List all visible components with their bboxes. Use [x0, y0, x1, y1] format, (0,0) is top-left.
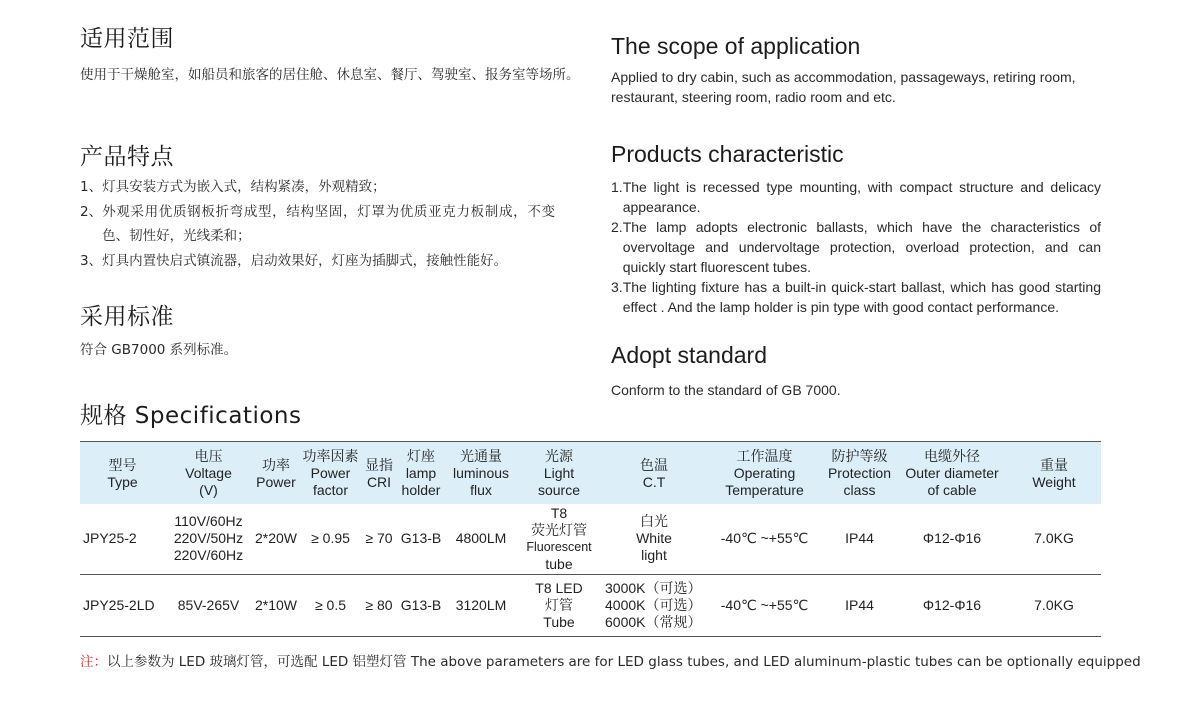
scope-title-en: The scope of application — [611, 33, 861, 59]
cell-color-temp: 3000K（可选） 4000K（可选） 6000K（常规） — [601, 574, 707, 636]
cell-lamp-holder: G13-B — [397, 504, 445, 574]
cell-power-factor: ≥ 0.95 — [300, 504, 361, 574]
cell-luminous-flux: 3120LM — [445, 574, 517, 636]
header-power-factor: 功率因素 Power factor — [300, 442, 361, 505]
header-operating-temp: 工作温度 Operating Temperature — [707, 442, 822, 505]
standard-title-en: Adopt standard — [611, 342, 768, 368]
scope-text-cn: 使用于干燥舱室，如船员和旅客的居住舱、休息室、餐厅、驾驶室、报务室等场所。 — [80, 67, 580, 83]
header-color-temp: 色温 C.T — [601, 442, 707, 505]
cell-power-factor: ≥ 0.5 — [300, 574, 361, 636]
table-row — [80, 574, 1101, 636]
cell-light-source: T8 荧光灯管 Fluorescent tube — [517, 504, 601, 574]
cell-type: JPY25-2 — [80, 504, 165, 574]
table-header-row — [80, 442, 1101, 505]
feature-item-en: 3. The lighting fixture has a built-in quick-start ballast, which has good starting effect . And the lamp holder is pin type with good contact performance. — [611, 279, 1101, 315]
header-lamp-holder: 灯座 lamp holder — [397, 442, 445, 505]
footnote-label: 注： — [80, 654, 107, 670]
cell-light-source: T8 LED 灯管 Tube — [517, 574, 601, 636]
standard-text-en: Conform to the standard of GB 7000. — [611, 382, 841, 398]
header-cri: 显指 CRI — [361, 442, 397, 505]
cell-protection-class: IP44 — [822, 504, 897, 574]
scope-title-cn: 适用范围 — [80, 26, 174, 52]
cell-operating-temp: -40℃ ~+55℃ — [707, 574, 822, 636]
header-cable-diameter: 电缆外径 Outer diameter of cable — [897, 442, 1007, 505]
header-light-source: 光源 Light source — [517, 442, 601, 505]
standard-text-cn: 符合 GB7000 系列标准。 — [80, 342, 238, 358]
header-luminous-flux: 光通量 luminous flux — [445, 442, 517, 505]
spec-table — [80, 441, 1101, 637]
features-title-cn: 产品特点 — [80, 144, 174, 170]
cell-cri: ≥ 80 — [361, 574, 397, 636]
header-protection-class: 防护等级 Protection class — [822, 442, 897, 505]
cell-lamp-holder: G13-B — [397, 574, 445, 636]
header-voltage: 电压 Voltage (V) — [165, 442, 252, 505]
features-list-en — [611, 177, 1101, 317]
table-row — [80, 504, 1101, 574]
header-weight: 重量 Weight — [1007, 442, 1101, 505]
spec-title: 规格 Specifications — [80, 403, 302, 429]
feature-item-en: 1. The light is recessed type mounting, with compact structure and delicacy appearance. — [611, 179, 1101, 215]
features-title-en: Products characteristic — [611, 141, 844, 167]
cell-cri: ≥ 70 — [361, 504, 397, 574]
features-list-cn — [80, 175, 555, 273]
cell-weight: 7.0KG — [1007, 504, 1101, 574]
feature-item-cn: 1、 灯具安装方式为嵌入式，结构紧凑，外观精致； — [80, 179, 386, 195]
cell-luminous-flux: 4800LM — [445, 504, 517, 574]
scope-text-en: Applied to dry cabin, such as accommodation, passageways, retiring room, restaurant, steering room, radio room and etc. — [611, 69, 1076, 105]
cell-color-temp: 白光 White light — [601, 504, 707, 574]
cell-cable-diameter: Φ12-Φ16 — [897, 504, 1007, 574]
cell-power: 2*10W — [252, 574, 300, 636]
feature-item-cn: 2、 外观采用优质钢板折弯成型，结构坚固，灯罩为优质亚克力板制成，不变色、韧性好，光线柔和； — [80, 203, 555, 244]
cell-operating-temp: -40℃ ~+55℃ — [707, 504, 822, 574]
standard-title-cn: 采用标准 — [80, 304, 174, 330]
cell-voltage: 110V/60Hz 220V/50Hz 220V/60Hz — [165, 504, 252, 574]
feature-item-en: 2. The lamp adopts electronic ballasts, which have the characteristics of overvoltage and undervoltage protection, overload protection, and can quickly start fluorescent tubes. — [611, 219, 1101, 275]
footnote — [80, 650, 1141, 670]
header-type: 型号 Type — [80, 442, 165, 505]
footnote-text: 以上参数为 LED 玻璃灯管，可选配 LED 铝塑灯管 The above parameters are for LED glass tubes, and LED aluminum-plastic tubes can be optionally equipped — [107, 654, 1141, 670]
cell-voltage: 85V-265V — [165, 574, 252, 636]
cell-weight: 7.0KG — [1007, 574, 1101, 636]
cell-protection-class: IP44 — [822, 574, 897, 636]
feature-item-cn: 3、 灯具内置快启式镇流器，启动效果好，灯座为插脚式，接触性能好。 — [80, 252, 508, 269]
cell-cable-diameter: Φ12-Φ16 — [897, 574, 1007, 636]
cell-power: 2*20W — [252, 504, 300, 574]
cell-type: JPY25-2LD — [80, 574, 165, 636]
header-power: 功率 Power — [252, 442, 300, 505]
